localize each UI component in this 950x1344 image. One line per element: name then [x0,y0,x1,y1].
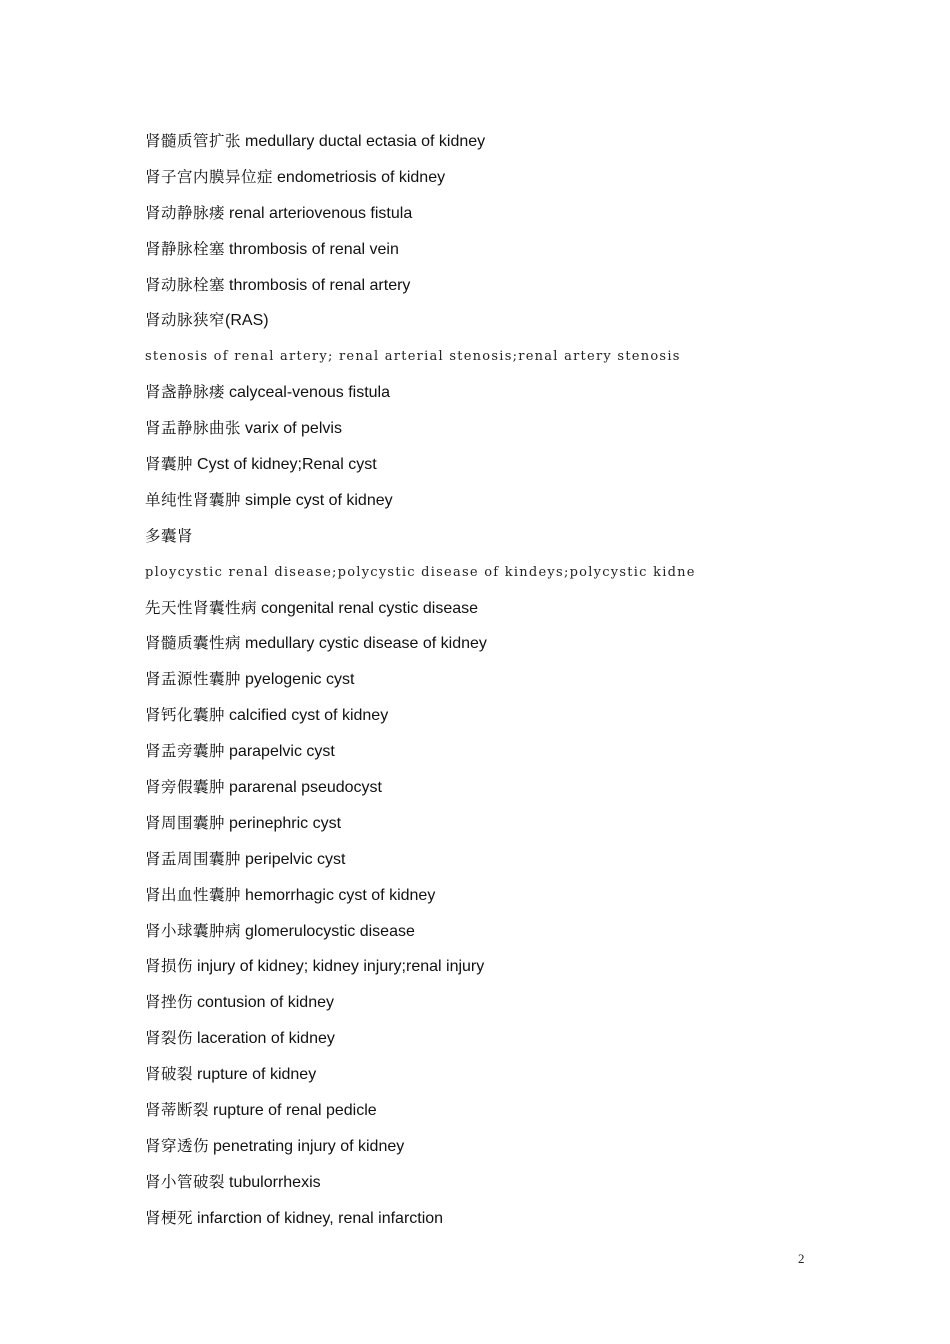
english-term: tubulorrhexis [229,1173,321,1191]
chinese-term: 肾静脉栓塞 [145,239,226,258]
chinese-term: 肾盂源性囊肿 [145,670,242,689]
chinese-term: 肾小管破裂 [145,1172,226,1191]
chinese-term: 肾出血性囊肿 [145,885,242,904]
chinese-term: 肾子宫内膜异位症 [145,167,274,186]
chinese-term: 单纯性肾囊肿 [145,490,242,509]
english-term: perinephric cyst [229,814,342,832]
chinese-term: 肾梗死 [145,1208,194,1227]
glossary-entry [145,883,845,919]
english-term: endometriosis of kidney [277,168,446,186]
glossary-entry [145,380,845,416]
english-term: ploycystic renal disease;polycystic disease of kindeys;polycystic kidne [145,564,696,580]
chinese-term: 肾挫伤 [145,993,194,1012]
glossary-entry [145,237,845,273]
glossary-entry [145,954,845,990]
glossary-entry [145,273,845,309]
glossary-entry [145,919,845,955]
glossary-entry [145,1170,845,1206]
glossary-entry [145,847,845,883]
chinese-term: 肾周围囊肿 [145,813,226,832]
glossary-entry [145,201,845,237]
english-term: congenital renal cystic disease [261,599,479,617]
english-term: penetrating injury of kidney [213,1137,405,1155]
glossary-entry [145,165,845,201]
glossary-entry [145,524,845,560]
chinese-term: 肾穿透伤 [145,1136,210,1155]
english-term: medullary cystic disease of kidney [245,635,487,653]
glossary-list [145,129,845,1242]
english-term: calyceal-venous fistula [229,384,390,402]
glossary-entry [145,560,845,596]
chinese-term: 多囊肾 [145,526,194,545]
english-term: peripelvic cyst [245,850,346,868]
english-term: laceration of kidney [197,1030,335,1048]
english-term: (RAS) [225,312,269,330]
english-term: medullary ductal ectasia of kidney [245,133,486,150]
english-term: parapelvic cyst [229,743,335,761]
english-term: calcified cyst of kidney [229,707,389,725]
english-term: hemorrhagic cyst of kidney [245,886,436,904]
glossary-entry [145,739,845,775]
glossary-entry [145,129,845,165]
chinese-term: 肾髓质囊性病 [145,634,242,653]
english-term: pyelogenic cyst [245,671,355,689]
glossary-entry [145,488,845,524]
glossary-entry [145,811,845,847]
glossary-entry [145,1206,845,1242]
glossary-entry [145,344,845,380]
english-term: Cyst of kidney;Renal cyst [197,456,377,474]
english-term: thrombosis of renal vein [229,240,399,258]
chinese-term: 肾盂静脉曲张 [145,419,242,438]
english-term: simple cyst of kidney [245,491,393,509]
chinese-term: 肾蒂断裂 [145,1101,210,1120]
chinese-term: 肾破裂 [145,1065,194,1084]
english-term: varix of pelvis [245,420,342,438]
chinese-term: 先天性肾囊性病 [145,598,258,617]
chinese-term: 肾动脉栓塞 [145,275,226,294]
glossary-entry [145,1062,845,1098]
glossary-entry [145,631,845,667]
english-term: stenosis of renal artery; renal arterial stenosis;renal artery stenosis [145,349,681,365]
chinese-term: 肾盂周围囊肿 [145,849,242,868]
glossary-entry [145,1134,845,1170]
glossary-entry [145,308,845,344]
chinese-term: 肾损伤 [145,957,194,976]
english-term: renal arteriovenous fistula [229,204,413,222]
english-term: contusion of kidney [197,994,334,1012]
chinese-term: 肾囊肿 [145,455,194,474]
english-term: infarction of kidney, renal infarction [197,1209,444,1227]
chinese-term: 肾小球囊肿病 [145,921,242,940]
glossary-entry [145,990,845,1026]
glossary-entry [145,1098,845,1134]
chinese-term: 肾动静脉瘘 [145,203,226,222]
chinese-term: 肾旁假囊肿 [145,778,226,797]
english-term: rupture of renal pedicle [213,1102,377,1120]
glossary-entry [145,416,845,452]
chinese-term: 肾盏静脉瘘 [145,383,226,402]
chinese-term: 肾髓质管扩张 [145,132,242,150]
glossary-entry [145,452,845,488]
page-number: 2 [798,1251,805,1266]
english-term: glomerulocystic disease [245,922,415,940]
glossary-entry [145,775,845,811]
english-term: pararenal pseudocyst [229,779,382,797]
chinese-term: 肾裂伤 [145,1029,194,1048]
chinese-term: 肾钙化囊肿 [145,706,226,725]
chinese-term: 肾动脉狭窄 [145,311,226,330]
english-term: rupture of kidney [197,1066,317,1084]
glossary-entry [145,596,845,632]
glossary-entry [145,1026,845,1062]
chinese-term: 肾盂旁囊肿 [145,742,226,761]
english-term: injury of kidney; kidney injury;renal injury [197,958,485,976]
glossary-entry [145,667,845,703]
glossary-entry [145,703,845,739]
english-term: thrombosis of renal artery [229,276,411,294]
